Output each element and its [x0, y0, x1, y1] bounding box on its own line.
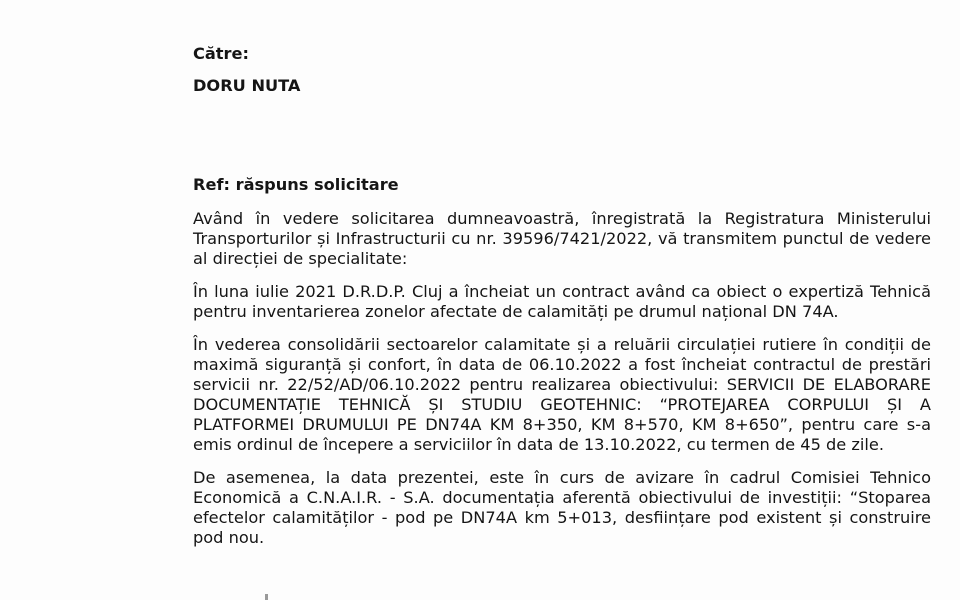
paragraph-request: Având în vedere solicitarea dumneavoastră, înregistrată la Registratura Ministerului Transporturilor și Infrastructurii cu nr. 39596/7421/2022, vă transmitem punctul de vedere al direcției de specialitate: [193, 209, 931, 268]
recipient-label: Către: [193, 44, 249, 63]
letter-body [193, 209, 931, 560]
paragraph-services-contract: În vederea consolidării sectoarelor calamitate și a reluării circulației rutiere în condiții de maximă siguranță și confort, în data de 06.10.2022 a fost încheiat contractul de prestări servicii nr. 22/52/AD/06.10.2022 pentru realizarea obiectivului: SERVICII DE ELABORARE DOCUMENTAȚIE TEHNICĂ ȘI STUDIU GEOTEHNIC: “PROTEJAREA CORPULUI ȘI A PLATFORMEI DRUMULUI PE DN74A KM 8+350, KM 8+570, KM 8+650”, pentru care s-a emis ordinul de începere a serviciilor în data de 13.10.2022, cu termen de 45 de zile. [193, 335, 931, 454]
paragraph-contract-2021: În luna iulie 2021 D.R.D.P. Cluj a încheiat un contract având ca obiect o expertiză Tehnică pentru inventarierea zonelor afectate de calamități pe drumul național DN 74A. [193, 282, 931, 321]
scan-artifact [265, 594, 268, 600]
paragraph-investment-objective: De asemenea, la data prezentei, este în curs de avizare în cadrul Comisiei Tehnico Economică a C.N.A.I.R. - S.A. documentația aferentă obiectivului de investiții: “Stoparea efectelor calamităților - pod pe DN74A km 5+013, desființare pod existent și construire pod nou. [193, 468, 931, 547]
recipient-name: DORU NUTA [193, 76, 301, 95]
reference-line: Ref: răspuns solicitare [193, 175, 399, 194]
